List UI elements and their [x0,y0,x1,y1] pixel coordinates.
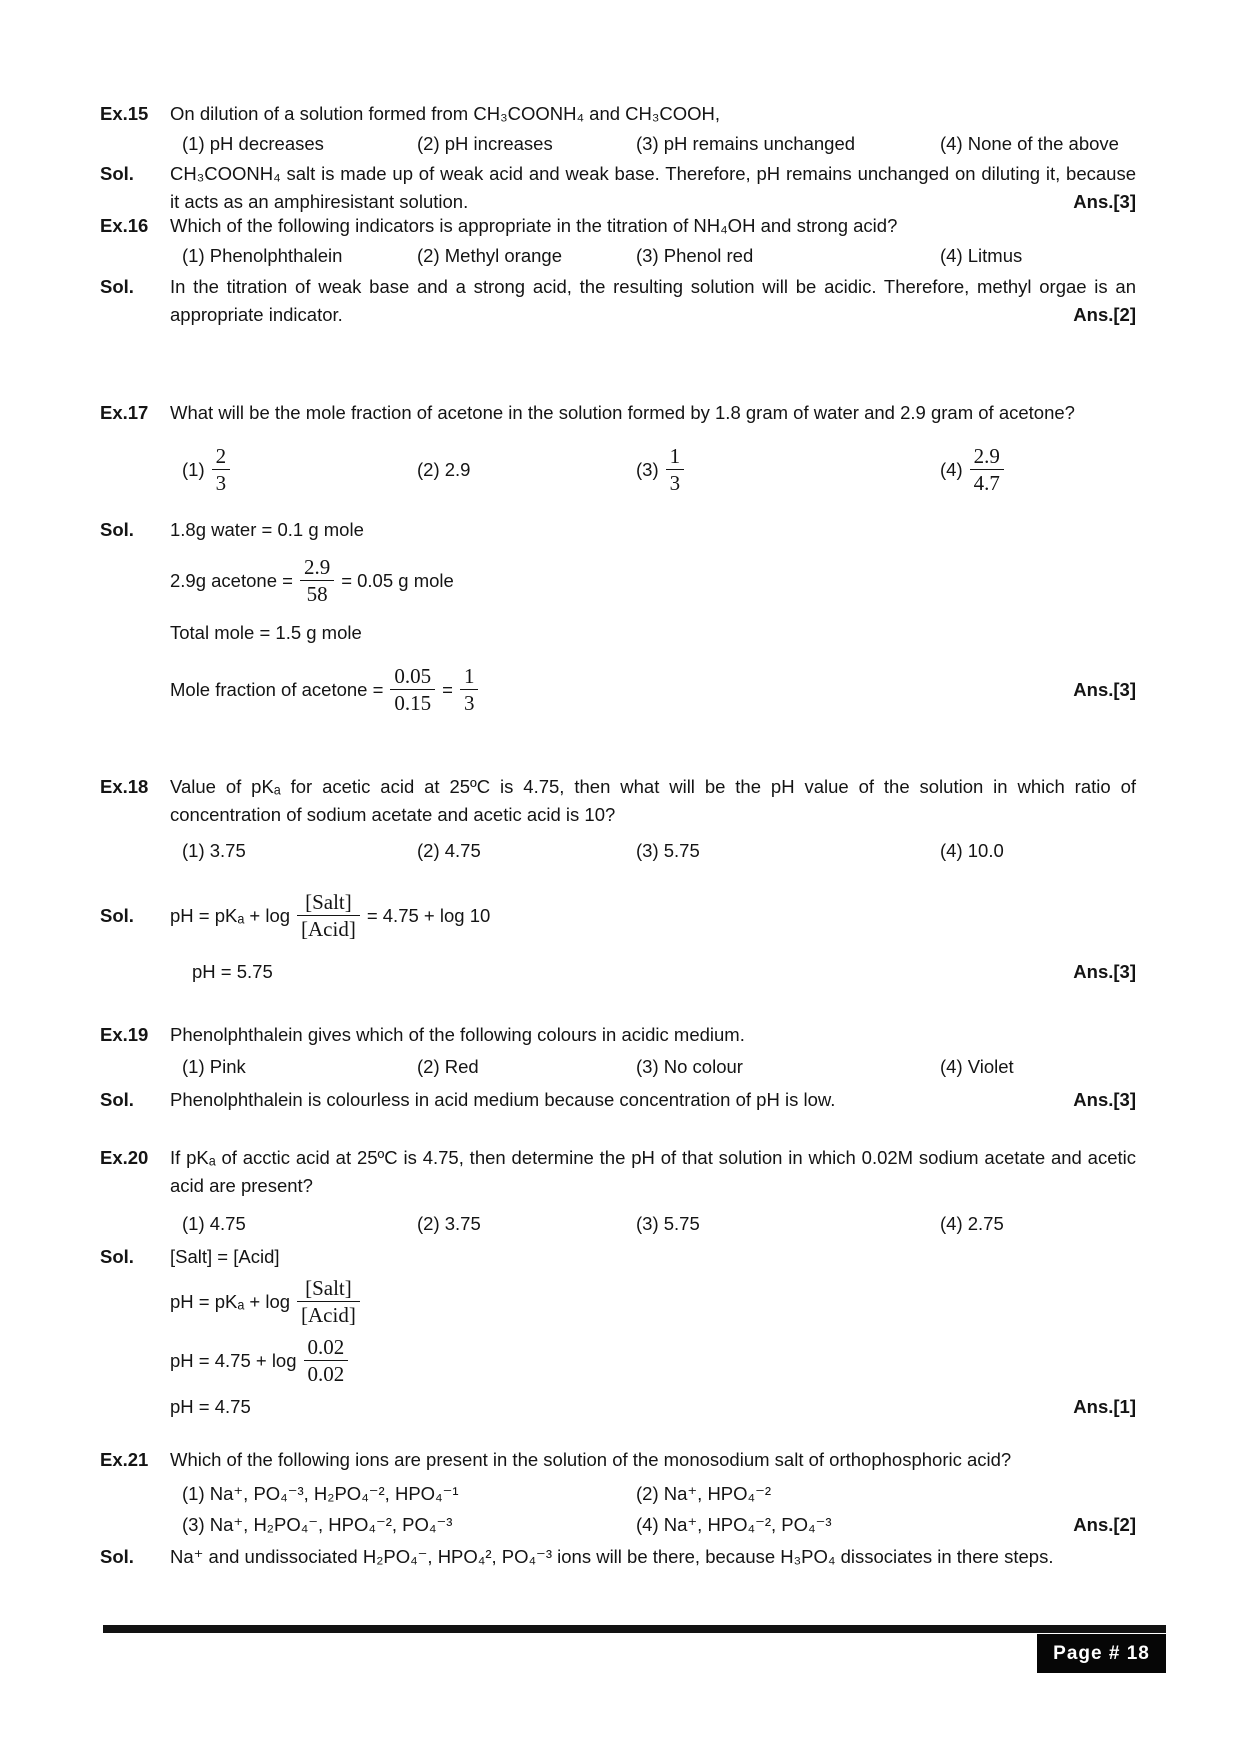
option-2: (2) 3.75 [417,1213,481,1234]
solution-text: Na⁺ and undissociated H₂PO₄⁻, HPO₄², PO₄⁻³ ions will be there, because H₃PO₄ dissociates in there steps. [170,1546,1054,1567]
option-number: (1) [182,458,205,480]
math-text: pH = 5.75 [192,961,273,982]
options-row [100,130,1136,158]
solution-row [100,1243,1136,1271]
solution-row [100,273,1136,329]
math-text: = 0.05 g mole [341,569,454,591]
fraction-denominator: [Acid] [297,1301,360,1328]
fraction [390,663,435,716]
exercise-label: Ex.21 [100,1449,149,1470]
solution-row [100,1086,1136,1114]
options-row [100,1053,1136,1081]
solution-row [100,160,1136,216]
solution-label: Sol. [100,904,134,926]
solution-line [170,1393,1136,1421]
solution-label: Sol. [100,163,134,184]
exercise-16 [100,212,1136,329]
fraction-denominator: 0.02 [304,1360,349,1387]
solution-label: Sol. [100,1089,134,1110]
solution-line [170,1275,1136,1328]
fraction [297,1275,360,1328]
answer-label: Ans.[1] [1073,1396,1136,1417]
option-number: (4) [940,458,963,480]
exercise-19 [100,1021,1136,1114]
math-text: = 4.75 + log 10 [366,904,491,926]
solution-label: Sol. [100,276,134,297]
fraction-numerator: 1 [669,444,681,468]
fraction-denominator: 3 [212,469,231,496]
option-number: (3) [636,458,659,480]
exercise-label: Ex.19 [100,1024,149,1045]
solution-text [170,273,1136,329]
question-text: On dilution of a solution formed from CH₃COONH₄ and CH₃COOH, [170,103,721,124]
fraction [666,443,685,496]
solution-label: Sol. [100,1546,134,1567]
fraction-numerator: 0.05 [394,664,432,688]
option-1: (1) Na⁺, PO₄⁻³, H₂PO₄⁻², HPO₄⁻¹ [182,1483,459,1504]
option-4 [940,443,1136,496]
exercise-17 [100,399,1136,716]
fraction-numerator: 0.02 [307,1335,345,1359]
exercise-label: Ex.17 [100,402,149,423]
fraction-denominator: 0.15 [390,689,435,716]
option-4: (4) Violet [940,1056,1014,1077]
fraction-numerator: [Salt] [305,1276,352,1300]
options-row [100,1509,1136,1540]
option-4: (4) 2.75 [940,1213,1004,1234]
option-3 [636,443,940,496]
fraction [297,889,360,942]
answer-label: Ans.[2] [1073,304,1136,325]
fraction-denominator: [Acid] [297,915,360,942]
fraction [212,443,231,496]
solution-body: CH₃COONH₄ salt is made up of weak acid and weak base. Therefore, pH remains unchanged on diluting it, because it acts as an amphiresistant solution. [170,163,1136,212]
question-row [100,100,1136,128]
option-1: (1) pH decreases [182,133,324,154]
options-row [100,443,1136,496]
solution-row [100,889,1136,942]
solution-line: 1.8g water = 0.1 g mole [170,519,364,540]
question-row [100,1021,1136,1049]
math-text: Mole fraction of acetone = [170,678,384,700]
footer-rule [103,1625,1166,1633]
exercise-21 [100,1446,1136,1571]
option-1: (1) Phenolphthalein [182,245,343,266]
option-1: (1) 3.75 [182,840,246,861]
solution-text [170,160,1136,216]
option-4: (4) 10.0 [940,840,1004,861]
question-text: Phenolphthalein gives which of the following colours in acidic medium. [170,1024,745,1045]
question-row [100,399,1136,427]
question-row [100,1446,1136,1474]
solution-line [170,619,1136,647]
math-text: pH = pKₐ + log [170,1290,291,1312]
solution-line [170,554,1136,607]
fraction-denominator: 3 [666,469,685,496]
question-row [100,212,1136,240]
fraction-numerator: 2.9 [973,444,1000,468]
solution-line [170,663,1136,716]
math-text: pH = pKₐ + log [170,904,291,926]
solution-body: Phenolphthalein is colourless in acid medium because concentration of pH is low. [170,1089,836,1110]
solution-line [170,889,1136,942]
option-4: (4) Litmus [940,245,1023,266]
option-4: (4) Na⁺, HPO₄⁻², PO₄⁻³ [636,1514,832,1535]
math-text: pH = 4.75 [170,1396,251,1417]
option-4: (4) None of the above [940,133,1119,154]
option-1: (1) Pink [182,1056,246,1077]
math-text: 2.9g acetone = [170,569,293,591]
fraction [300,554,334,607]
option-2: (2) 2.9 [417,458,471,480]
question-text: If pKₐ of acctic acid at 25ºC is 4.75, then determine the pH of that solution in which 0.02M sodium acetate and acetic acid are present? [170,1147,1136,1196]
fraction [304,1334,349,1387]
solution-label: Sol. [100,519,134,540]
question-row [100,1144,1136,1200]
math-text: Total mole = 1.5 g mole [170,622,362,643]
options-row [100,1210,1136,1238]
fraction-denominator: 3 [460,689,479,716]
fraction-numerator: 2 [215,444,227,468]
option-3: (3) 5.75 [636,840,700,861]
option-3: (3) No colour [636,1056,743,1077]
option-3: (3) Phenol red [636,245,754,266]
solution-line [170,1334,1136,1387]
option-2: (2) pH increases [417,133,553,154]
question-text: Value of pKₐ for acetic acid at 25ºC is 4.75, then what will be the pH value of the solution in which ratio of concentration of sodium acetate and acetic acid is 10? [170,776,1136,825]
exercise-18 [100,773,1136,986]
options-row [100,837,1136,865]
fraction [460,663,479,716]
question-text: What will be the mole fraction of acetone in the solution formed by 1.8 gram of water and 2.9 gram of acetone? [170,402,1075,423]
solution-body: In the titration of weak base and a strong acid, the resulting solution will be acidic. Therefore, methyl orgae is an appropriate indicator. [170,276,1136,325]
fraction-denominator: 4.7 [970,469,1004,496]
solution-row [100,516,1136,544]
option-1: (1) 4.75 [182,1213,246,1234]
page-number-badge: Page # 18 [1037,1634,1166,1673]
fraction-numerator: 2.9 [303,555,331,579]
solution-row [100,1543,1136,1571]
question-text: Which of the following ions are present in the solution of the monosodium salt of orthophosphoric acid? [170,1449,1012,1470]
option-2: (2) Na⁺, HPO₄⁻² [636,1483,772,1504]
option-1 [182,443,417,496]
answer-label: Ans.[3] [1073,191,1136,212]
solution-line: [Salt] = [Acid] [170,1246,280,1267]
answer-label: Ans.[3] [1073,961,1136,982]
solution-line [192,958,1136,986]
options-row [100,1478,1136,1509]
math-text: = [442,678,453,700]
fraction-denominator: 58 [300,580,334,607]
answer-label: Ans.[3] [1073,678,1136,700]
option-2: (2) Red [417,1056,479,1077]
option-2: (2) 4.75 [417,840,481,861]
exercise-label: Ex.16 [100,215,149,236]
option-3: (3) 5.75 [636,1213,700,1234]
fraction-numerator: 1 [463,664,475,688]
exercise-label: Ex.18 [100,776,149,797]
option-3: (3) Na⁺, H₂PO₄⁻, HPO₄⁻², PO₄⁻³ [182,1514,453,1535]
exercise-15 [100,100,1136,216]
question-text: Which of the following indicators is appropriate in the titration of NH₄OH and strong acid? [170,215,898,236]
fraction [970,443,1004,496]
answer-label: Ans.[2] [1073,1514,1136,1535]
option-2: (2) Methyl orange [417,245,562,266]
exercise-20 [100,1144,1136,1421]
solution-text [170,1086,1136,1114]
solution-label: Sol. [100,1246,134,1267]
answer-label: Ans.[3] [1073,1089,1136,1110]
options-row [100,242,1136,270]
fraction-numerator: [Salt] [305,890,352,914]
math-text: pH = 4.75 + log [170,1349,297,1371]
question-row [100,773,1136,829]
option-3: (3) pH remains unchanged [636,133,856,154]
exercise-label: Ex.20 [100,1147,149,1168]
exercise-label: Ex.15 [100,103,149,124]
